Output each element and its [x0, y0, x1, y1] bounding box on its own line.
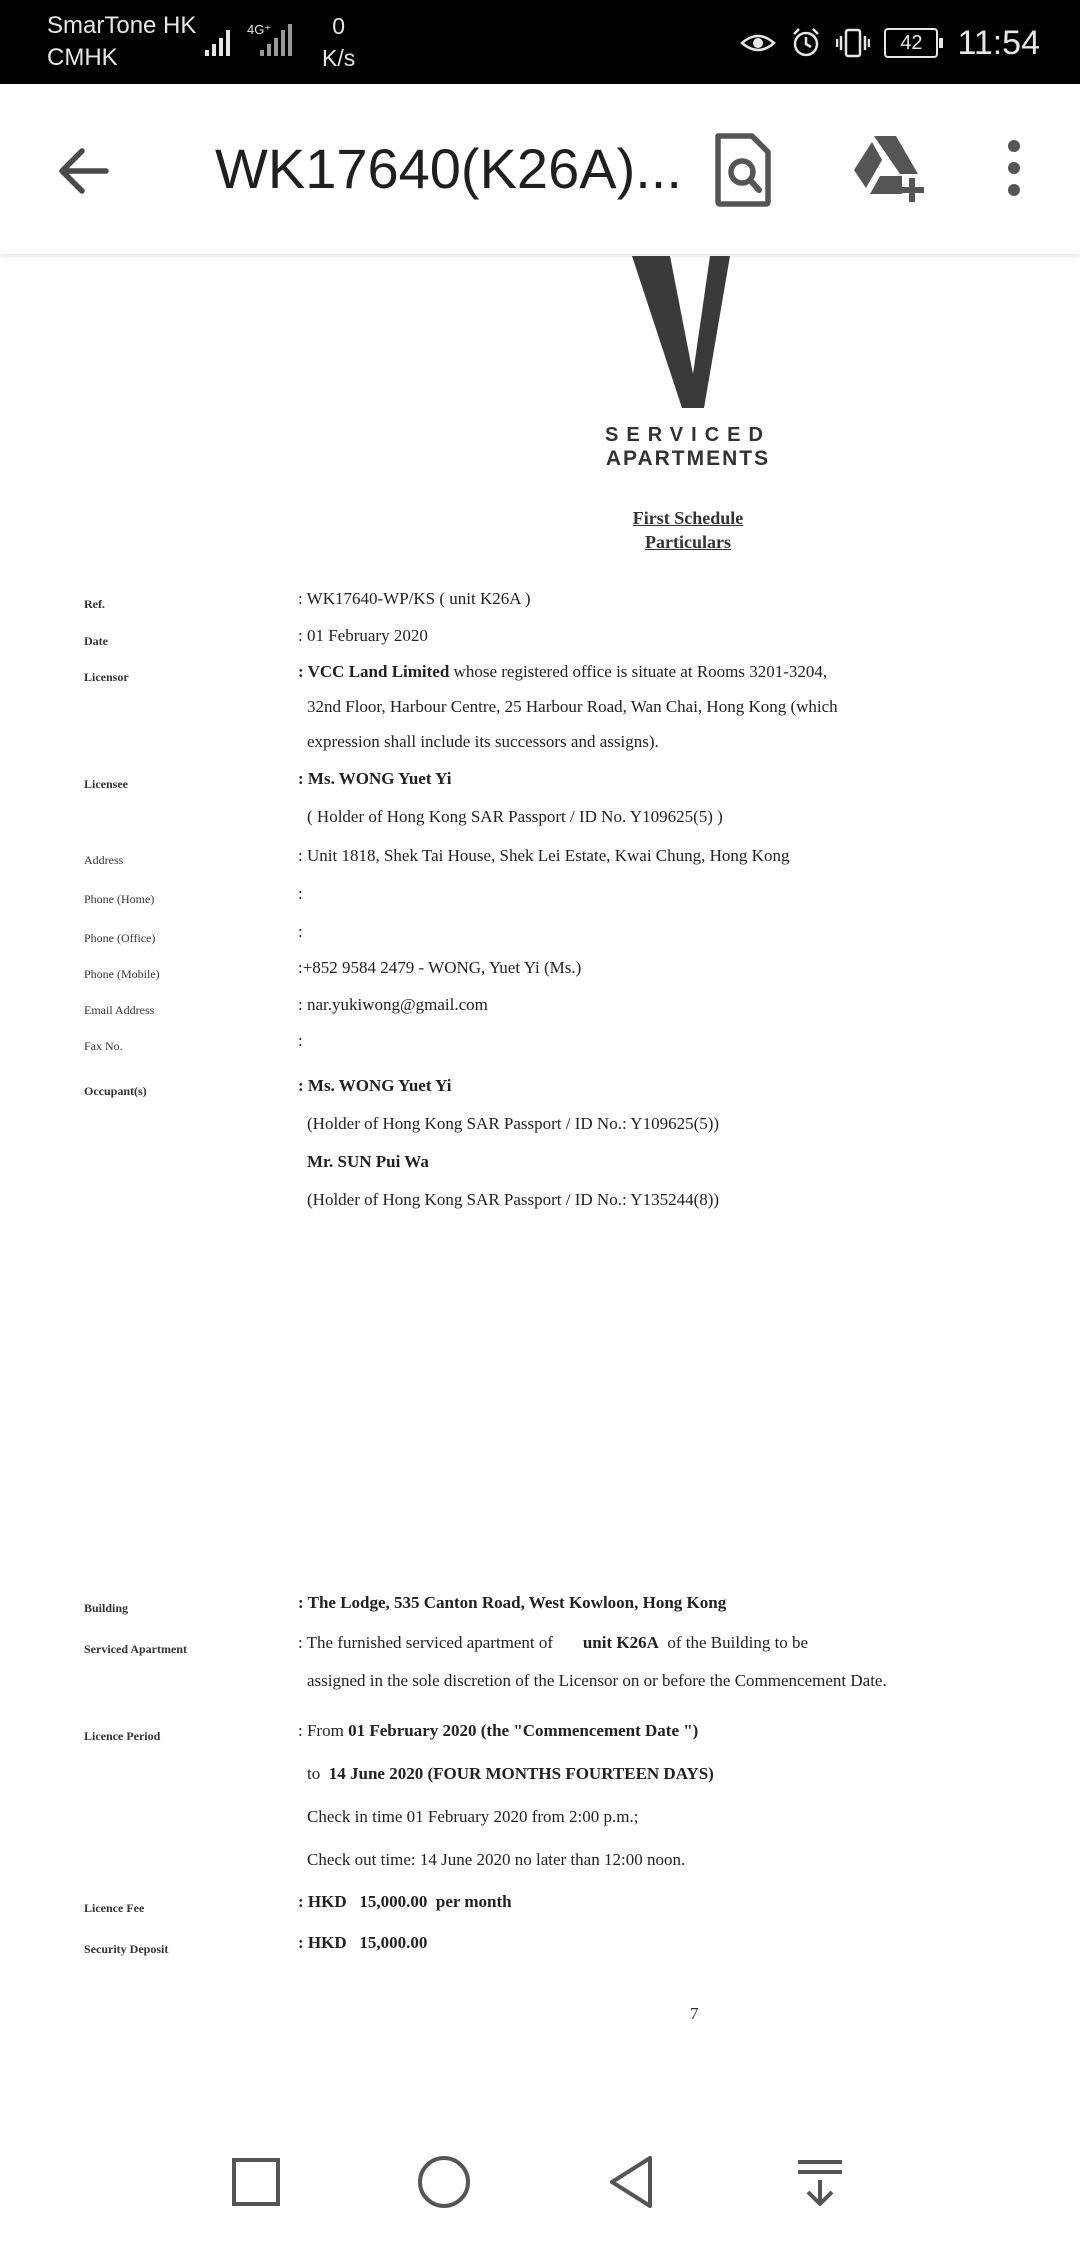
address-value: : Unit 1818, Shek Tai House, Shek Lei Estate, Kwai Chung, Hong Kong [298, 846, 790, 865]
battery-icon [884, 28, 943, 58]
licence-period-to [307, 1764, 714, 1784]
occupant-1-passport: (Holder of Hong Kong SAR Passport / ID No.: Y109625(5)) [307, 1114, 720, 1133]
licensor-name: VCC Land Limited [307, 662, 450, 681]
v-logo-icon [590, 256, 790, 416]
alarm-icon [790, 27, 822, 59]
phone-mobile-value: :+852 9584 2479 - WONG, Yuet Yi (Ms.) [298, 958, 582, 977]
date-label: Date [84, 634, 108, 648]
licence-fee-value: : HKD 15,000.00 per month [298, 1892, 512, 1911]
battery-level: 42 [884, 28, 938, 58]
phone-office-value: : [298, 922, 303, 941]
eye-comfort-icon [740, 29, 776, 57]
security-deposit-value: : HKD 15,000.00 [298, 1933, 428, 1952]
period-from-date: 01 February 2020 (the "Commencement Date ") [348, 1721, 699, 1740]
email-value: : nar.yukiwong@gmail.com [298, 995, 488, 1014]
licence-period-from [298, 1721, 698, 1741]
speed-unit: K/s [322, 45, 356, 71]
licence-fee-label: Licence Fee [84, 1901, 145, 1915]
fax-value: : [298, 1031, 303, 1050]
document-title: WK17640(K26A)... [215, 137, 682, 200]
licensor-text-3: expression shall include its successors and assigns). [307, 732, 659, 751]
notification-shade-icon[interactable] [788, 2150, 852, 2214]
licence-period-label: Licence Period [84, 1729, 161, 1743]
email-label: Email Address [84, 1003, 155, 1017]
building-value: : The Lodge, 535 Canton Road, West Kowloon, Hong Kong [298, 1593, 727, 1612]
occupant-1: : Ms. WONG Yuet Yi [298, 1076, 452, 1095]
check-in-time: Check in time 01 February 2020 from 2:00 p.m.; [307, 1807, 639, 1826]
check-out-time: Check out time: 14 June 2020 no later than 12:00 noon. [307, 1850, 686, 1869]
navigation-bar [0, 2120, 1080, 2244]
ref-value: : WK17640-WP/KS ( unit K26A ) [298, 589, 531, 608]
licensor-text-1: whose registered office is situate at Rooms 3201-3204, [449, 662, 828, 681]
vibrate-icon [836, 27, 870, 59]
back-icon[interactable] [600, 2150, 664, 2214]
schedule-heading [580, 506, 796, 554]
brand-logo-text [570, 424, 806, 471]
licensee-value: : Ms. WONG Yuet Yi [298, 769, 452, 788]
ref-label: Ref. [84, 597, 105, 611]
find-in-document-icon[interactable] [712, 132, 774, 208]
schedule-title: First Schedule [632, 508, 744, 528]
more-options-icon[interactable] [1000, 132, 1028, 204]
home-icon[interactable] [412, 2150, 476, 2214]
licensee-passport: ( Holder of Hong Kong SAR Passport / ID No. Y109625(5) ) [307, 807, 723, 826]
fax-label: Fax No. [84, 1039, 123, 1053]
status-bar [0, 0, 1080, 84]
security-deposit-label: Security Deposit [84, 1942, 169, 1956]
schedule-subtitle: Particulars [645, 532, 731, 552]
licensor-colon: : [298, 662, 308, 681]
serviced-apartment-text-2: assigned in the sole discretion of the Licensor on or before the Commencement Date. [307, 1671, 887, 1690]
signal-icon [205, 20, 305, 60]
add-to-drive-icon[interactable] [852, 132, 924, 204]
serviced-text-a: : The furnished serviced apartment of [298, 1633, 583, 1652]
occupant-2: Mr. SUN Pui Wa [307, 1152, 429, 1171]
licensor-value [298, 662, 827, 682]
carrier-info [47, 10, 196, 74]
phone-home-value: : [298, 884, 303, 903]
page-number: 7 [690, 2004, 699, 2023]
licensor-text-2: 32nd Floor, Harbour Centre, 25 Harbour Road, Wan Chai, Hong Kong (which [307, 697, 838, 716]
network-type: 4G⁺ [247, 22, 272, 37]
speed-value: 0 [332, 13, 346, 39]
occupants-label: Occupant(s) [84, 1084, 147, 1098]
recent-apps-icon[interactable] [224, 2150, 288, 2214]
status-icons [740, 18, 1040, 68]
licensee-label: Licensee [84, 777, 128, 791]
document-page [0, 256, 1080, 2106]
address-label: Address [84, 853, 124, 867]
clock: 11:54 [957, 23, 1040, 62]
date-value: : 01 February 2020 [298, 626, 428, 645]
serviced-text-b: of the Building to be [658, 1633, 809, 1652]
logo-line-2: APARTMENTS [605, 447, 771, 470]
phone-home-label: Phone (Home) [84, 892, 155, 906]
phone-mobile-label: Phone (Mobile) [84, 967, 160, 981]
app-bar [0, 84, 1080, 254]
network-speed [322, 10, 355, 74]
back-arrow-icon[interactable] [52, 139, 116, 203]
serviced-apartment-value [298, 1633, 808, 1653]
period-to-date: 14 June 2020 (FOUR MONTHS FOURTEEN DAYS) [328, 1764, 714, 1783]
phone-office-label: Phone (Office) [84, 931, 156, 945]
serviced-unit: unit K26A [582, 1633, 659, 1652]
serviced-apartment-label: Serviced Apartment [84, 1642, 187, 1656]
period-from-text: : From [298, 1721, 349, 1740]
period-to-text: to [307, 1764, 329, 1783]
licensor-label: Licensor [84, 670, 129, 684]
occupant-2-passport: (Holder of Hong Kong SAR Passport / ID No.: Y135244(8)) [307, 1190, 720, 1209]
building-label: Building [84, 1601, 129, 1615]
logo-line-1: SERVICED [605, 424, 771, 446]
carrier-1: SmarTone HK [47, 12, 197, 39]
carrier-2: CMHK [47, 44, 118, 71]
